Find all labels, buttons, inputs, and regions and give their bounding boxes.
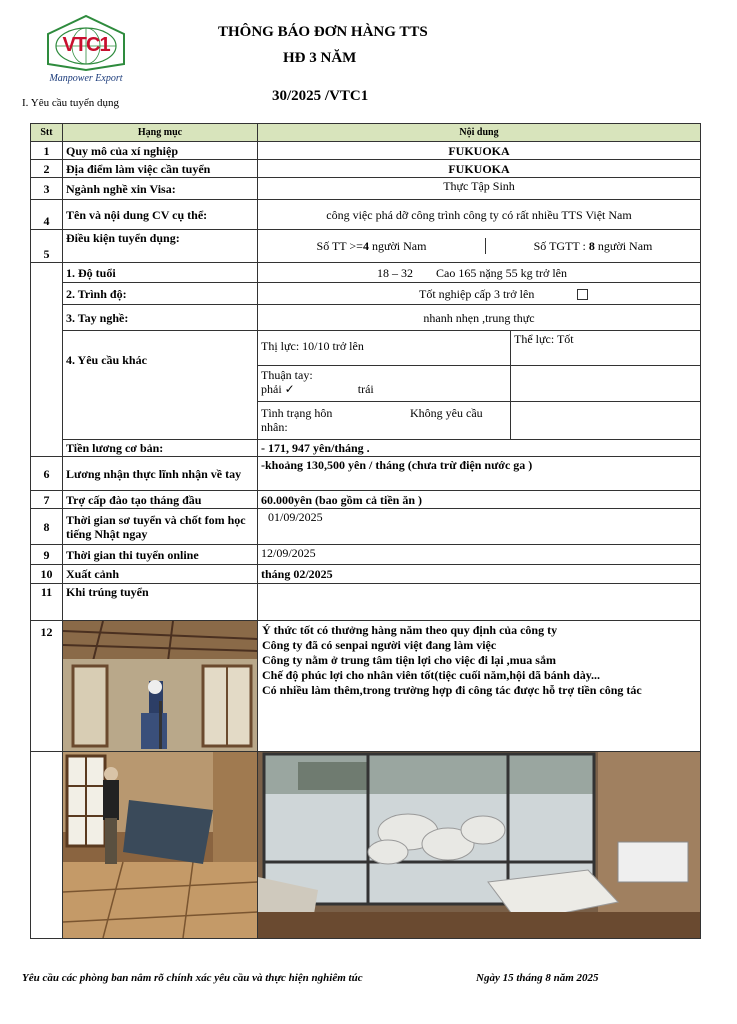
table-row: 3. Tay nghề: nhanh nhẹn ,trung thực	[31, 305, 701, 331]
age-requirement: 18 – 32 Cao 165 nặng 55 kg trở lên	[258, 263, 701, 283]
table-row: 11 Khi trúng tuyển	[31, 584, 701, 621]
table-row: 10 Xuất cảnh tháng 02/2025	[31, 565, 701, 584]
training-allowance: 60.000yên (bao gồm cả tiền ăn )	[258, 491, 701, 509]
table-row: 9 Thời gian thi tuyển online 12/09/2025	[31, 545, 701, 565]
table-row: 8 Thời gian sơ tuyển và chốt fom học tiếng Nhật ngay 01/09/2025	[31, 509, 701, 545]
table-row: 2 Địa điểm làm việc cần tuyển FUKUOKA	[31, 160, 701, 178]
table-row: 3 Ngành nghề xin Visa: Thực Tập Sinh	[31, 178, 701, 200]
order-code: 30/2025 /VTC1	[272, 88, 369, 104]
table-row: 4. Yêu cầu khác Thị lực: 10/10 trở lên Thể lực: Tốt Thuận tay: phải ✓ trái Tình trạng hôn nhân: Không yêu cầu	[31, 331, 701, 440]
education-checkbox[interactable]	[577, 289, 588, 300]
preliminary-date: 01/09/2025	[258, 509, 701, 545]
contract-duration: HĐ 3 NĂM	[283, 50, 357, 66]
col-item: Hạng mục	[63, 124, 258, 142]
other-requirements: Thị lực: 10/10 trở lên Thể lực: Tốt Thuận tay: phải ✓ trái Tình trạng hôn nhân: Không yêu cầu	[258, 331, 701, 440]
benefits-list: Ý thức tốt có thưởng hàng năm theo quy định của công ty Công ty đã có senpai người việt đang làm việc Công ty nằm ở trung tâm tiện lợi cho việc đi lại ,mua sắm Chế độ phúc lợi cho nhân viên tốt(tiệc cuối năm,hội dã bánh dày... Có nhiều làm thêm,trong trường hợp đi công tác được hỗ trợ tiền công tác	[258, 621, 701, 752]
online-exam-date: 12/09/2025	[258, 545, 701, 565]
upon-selection	[258, 584, 701, 621]
table-row: 5 Điều kiện tuyển dụng: Số TT >=4 người Nam Số TGTT : 8 người Nam	[31, 230, 701, 263]
footer-date: Ngày 15 tháng 8 năm 2025	[476, 972, 599, 984]
logo-caption: Manpower Export	[49, 73, 123, 84]
table-row: 1. Độ tuổi 18 – 32 Cao 165 nặng 55 kg trở lên	[31, 263, 701, 283]
work-location: FUKUOKA	[258, 160, 701, 178]
table-row: 6 Lương nhận thực lĩnh nhận về tay -khoảng 130,500 yên / tháng (chưa trừ điện nước ga )	[31, 457, 701, 491]
handedness: Thuận tay: phải ✓ trái	[258, 365, 511, 401]
visa-type: Thực Tập Sinh	[258, 178, 701, 200]
departure-date: tháng 02/2025	[258, 565, 701, 584]
company-scale: FUKUOKA	[258, 142, 701, 160]
photo-worker-ceiling	[63, 621, 258, 752]
footer-note: Yêu cầu các phòng ban nắm rõ chính xác yêu cầu và thực hiện nghiêm túc	[22, 972, 363, 984]
skill-requirement: nhanh nhẹn ,trung thực	[258, 305, 701, 331]
table-row: 12 Ý thức tốt có thưởng hàng năm theo quy định của công ty Công ty đã có senpai người việt đang làm việc Công ty nằm ở trung tâm tiện lợi cho việc đi lại ,mua sắm Chế độ phúc lợi cho nhân viên tốt(tiệc cuối năm,hội dã bánh dày... Có nhiều làm thêm,trong trường hợp đi công tác được hỗ trợ tiền công tác	[31, 621, 701, 752]
section-heading: I. Yêu cầu tuyển dụng	[22, 97, 120, 109]
col-stt: Stt	[31, 124, 63, 142]
basic-salary: - 171, 947 yên/tháng .	[258, 440, 701, 457]
education-requirement: Tốt nghiệp cấp 3 trở lên	[258, 283, 701, 305]
table-row: Tiền lương cơ bản: - 171, 947 yên/tháng .	[31, 440, 701, 457]
document-title: THÔNG BÁO ĐƠN HÀNG TTS	[218, 24, 428, 40]
job-description: công việc phá dỡ công trình công ty có rất nhiều TTS Việt Nam	[258, 200, 701, 230]
marital-status: Tình trạng hôn nhân: Không yêu cầu	[261, 405, 483, 434]
check-mark-icon: ✓	[284, 381, 295, 396]
recruitment-quota: Số TT >=4 người Nam Số TGTT : 8 người Nam	[258, 230, 701, 263]
table-row: 7 Trợ cấp đào tạo tháng đầu 60.000yên (bao gồm cả tiền ăn )	[31, 491, 701, 509]
col-content: Nội dung	[258, 124, 701, 142]
company-logo	[40, 14, 132, 84]
photo-demolished-room	[258, 752, 701, 939]
order-table	[30, 123, 701, 939]
net-salary: -khoảng 130,500 yên / tháng (chưa trừ điện nước ga )	[258, 457, 701, 491]
logo-text: VTC1	[62, 34, 110, 56]
photo-worker-demolition	[63, 752, 258, 939]
table-header	[31, 124, 701, 142]
table-row: 2. Trình độ: Tốt nghiệp cấp 3 trở lên	[31, 283, 701, 305]
table-row: 4 Tên và nội dung CV cụ thể: công việc phá dỡ công trình công ty có rất nhiều TTS Việt Nam	[31, 200, 701, 230]
table-row	[31, 752, 701, 939]
table-row: 1 Quy mô của xí nghiệp FUKUOKA	[31, 142, 701, 160]
